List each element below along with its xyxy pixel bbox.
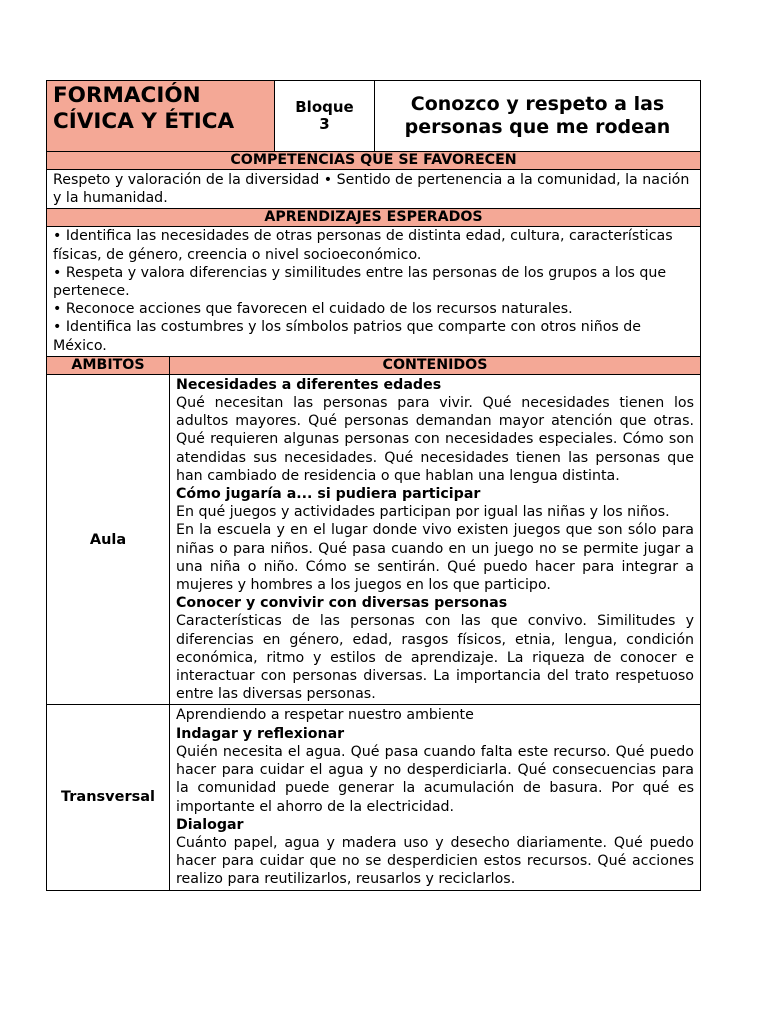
planning-table bbox=[46, 80, 701, 891]
columns-header-row bbox=[47, 356, 701, 374]
transversal-contents bbox=[170, 705, 701, 890]
transversal-row bbox=[47, 705, 701, 890]
content-heading: Cómo jugaría a... si pudiera participar bbox=[176, 486, 481, 503]
content-heading: Conocer y convivir con diversas personas bbox=[176, 595, 508, 612]
content-text: Quién necesita el agua. Qué pasa cuando falta este recurso. Qué puedo hacer para cuidar el agua y no desperdiciarla. Qué consecuencias para la comunidad puede generar la acumulación de basura. Por qué es importante el ahorro de la electricidad. bbox=[176, 743, 694, 815]
aprendizajes-list-row bbox=[47, 227, 701, 356]
content-text: Qué necesitan las personas para vivir. Qué necesidades tienen los adultos mayores. Qué personas demandan mayor atención que otras. Qué requieren algunas personas con necesidades especiales. Cómo son atendidas sus necesidades. Qué necesidades tienen las personas que han cambiado de residencia o que hablan una lengua distinta. bbox=[176, 395, 694, 484]
subject-title bbox=[47, 81, 275, 152]
aprendizaje-item: • Identifica las costumbres y los símbolos patrios que comparte con otros niños de México. bbox=[53, 319, 642, 354]
aprendizajes-heading: APRENDIZAJES ESPERADOS bbox=[47, 209, 701, 227]
ambito-aula: Aula bbox=[47, 374, 170, 705]
bloque-number: 3 bbox=[319, 115, 330, 133]
competencias-heading-row bbox=[47, 152, 701, 170]
topic-title: Conozco y respeto a las personas que me rodean bbox=[375, 81, 701, 152]
bloque-label: Bloque bbox=[295, 98, 354, 116]
aprendizaje-item: • Respeta y valora diferencias y similitudes entre las personas de los grupos a los que pertenece. bbox=[53, 264, 667, 300]
aprendizaje-item: • Identifica las necesidades de otras personas de distinta edad, cultura, características físicas, de género, creencia o nivel socioeconómico. bbox=[53, 228, 673, 263]
aprendizajes-list bbox=[47, 227, 701, 356]
subject-title-line1: FORMACIÓN bbox=[53, 83, 201, 108]
content-intro: Aprendiendo a respetar nuestro ambiente bbox=[176, 707, 474, 724]
bloque-cell bbox=[275, 81, 375, 152]
ambitos-header: AMBITOS bbox=[47, 356, 170, 374]
content-heading: Necesidades a diferentes edades bbox=[176, 376, 442, 393]
competencias-heading: COMPETENCIAS QUE SE FAVORECEN bbox=[47, 152, 701, 170]
content-heading: Indagar y reflexionar bbox=[176, 725, 345, 742]
header-row bbox=[47, 81, 701, 152]
content-text: Características de las personas con las que convivo. Similitudes y diferencias en género, edad, rasgos físicos, etnia, lengua, condición económica, ritmo y estilos de aprendizaje. La riqueza de conocer e interactuar con personas diversas. La importancia del trato respetuoso entre las diversas personas. bbox=[176, 613, 694, 703]
content-text: Cuánto papel, agua y madera uso y desecho diariamente. Qué puedo hacer para cuidar que no se desperdicien estos recursos. Qué acciones realizo para reutilizarlos, reusarlos y reciclarlos. bbox=[176, 834, 694, 888]
aprendizajes-heading-row bbox=[47, 209, 701, 227]
aula-contents bbox=[170, 374, 701, 705]
content-text: En la escuela y en el lugar donde vivo existen juegos que son sólo para niñas o para niños. Qué pasa cuando en un juego no se permite jugar a una niña o niño. Cómo se sentirán. Qué puedo hacer para integrar a mujeres y hombres a los juegos en los que participo. bbox=[176, 522, 694, 594]
competencias-text-row bbox=[47, 170, 701, 209]
contenidos-header: CONTENIDOS bbox=[170, 356, 701, 374]
ambito-transversal: Transversal bbox=[47, 705, 170, 890]
aula-row bbox=[47, 374, 701, 705]
subject-title-line2: CÍVICA Y ÉTICA bbox=[53, 109, 235, 134]
content-heading: Dialogar bbox=[176, 816, 244, 833]
competencias-text: Respeto y valoración de la diversidad • Sentido de pertenencia a la comunidad, la nación y la humanidad. bbox=[47, 170, 701, 209]
aprendizaje-item: • Reconoce acciones que favorecen el cuidado de los recursos naturales. bbox=[53, 301, 573, 318]
content-text: En qué juegos y actividades participan por igual las niñas y los niños. bbox=[176, 504, 670, 521]
